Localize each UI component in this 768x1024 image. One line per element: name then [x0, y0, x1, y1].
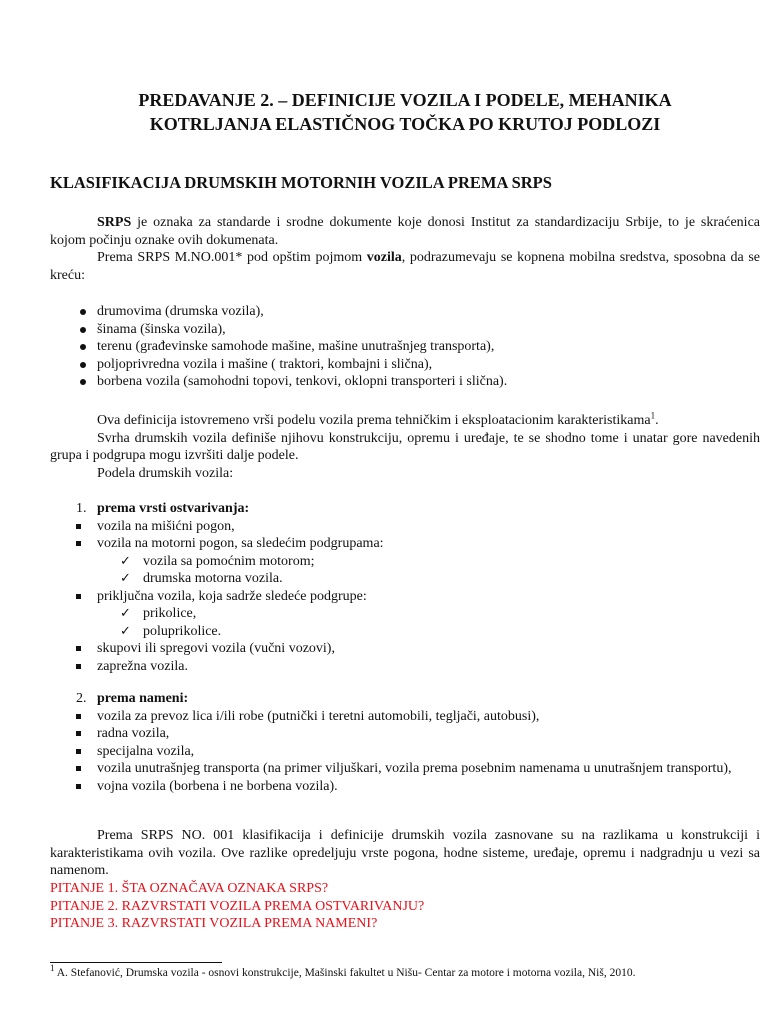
movement-list [50, 303, 760, 391]
list-item: borbena vozila (samohodni topovi, tenkovi, oklopni transporteri i slična). [97, 374, 508, 389]
footnote-number: 1 [50, 963, 55, 974]
list-item: vozila na mišićni pogon, [50, 518, 760, 536]
question-1: PITANJE 1. ŠTA OZNAČAVA OZNAKA SRPS? [50, 881, 329, 896]
question-2: PITANJE 2. RAZVRSTATI VOZILA PREMA OSTVARIVANJU? [50, 898, 425, 914]
title-line-1: PREDAVANJE 2. – DEFINICIJE VOZILA I PODELE, MEHANIKA [138, 90, 672, 110]
footnote-text: A. Stefanović, Drumska vozila - osnovi konstrukcije, Mašinski fakultet u Nišu- Centar za motore i motorna vozila, Niš, 2010. [54, 967, 636, 979]
list-item: vozila unutrašnjeg transporta (na primer viljuškari, vozila prema posebnim namenama u unutrašnjem transportu), [50, 760, 760, 778]
sub-list-item: ✓ poluprikolice. [120, 623, 222, 639]
checkmark-icon: ✓ [120, 606, 131, 621]
list-item: radna vozila, [50, 725, 760, 743]
definition-paragraph-3: Podela drumskih vozila: [97, 465, 234, 481]
section-heading-text: KLASIFIKACIJA DRUMSKIH MOTORNIH VOZILA PREMA SRPS [50, 173, 552, 192]
list-item: šinama (šinska vozila), [97, 321, 226, 337]
checkmark-icon: ✓ [120, 553, 131, 569]
square-bullet-icon [76, 784, 81, 789]
intro-p1-text: je oznaka za standarde i srodne dokumente koje donosi Institut za standardizaciju Srbije, to je skraćenica kojom počinju oznake ovih dokumenata. [50, 215, 760, 248]
square-bullet-icon [76, 664, 81, 669]
group-1-heading: 1. prema vrsti ostvarivanja: [76, 501, 250, 516]
group-2 [50, 690, 760, 795]
definition-section [50, 412, 760, 482]
srps-term: SRPS [97, 215, 132, 230]
document-title [50, 88, 760, 136]
list-item: vozila za prevoz lica i/ili robe (putnički i teretni automobili, tegljači, autobusi), [50, 708, 760, 726]
group-1 [50, 500, 760, 675]
vozila-term: vozila [366, 250, 402, 265]
square-bullet-icon [76, 594, 81, 599]
list-item: zaprežna vozila. [50, 658, 760, 676]
sub-list-item: ✓ drumska motorna vozila. [120, 571, 283, 586]
list-item: poljoprivredna vozila i mašine ( traktori, kombajni i slična), [97, 356, 433, 372]
square-bullet-icon [76, 731, 81, 736]
sub-list-item: ✓ vozila sa pomoćnim motorom; [120, 553, 315, 569]
list-item: vojna vozila (borbena i ne borbena vozila). [50, 778, 760, 796]
intro-paragraph-1 [50, 214, 760, 249]
closing-paragraph: Prema SRPS NO. 001 klasifikacija i definicije drumskih vozila zasnovane su na razlikama u konstrukciji i karakteristikama ovih vozila. Ove razlike opredeljuju vrste pogona, hodne sisteme, uređaje, opremu i nadgradnju u vezi sa namenom. [50, 828, 760, 878]
intro-paragraph-2 [50, 249, 760, 284]
list-item: skupovi ili spregovi vozila (vučni vozovi), [50, 640, 760, 658]
closing-section [50, 827, 760, 880]
definition-paragraph-1: Ova definicija istovremeno vrši podelu vozila prema tehničkim i eksploatacionim karakteristikama$^1$. [97, 410, 659, 428]
questions [50, 880, 760, 933]
question-3: PITANJE 3. RAZVRSTATI VOZILA PREMA NAMENI? [50, 916, 378, 931]
footnote-ref: 1 [650, 410, 656, 421]
intro-p2-post: , podrazumevaju se kopnena mobilna sredstva, sposobna da se kreću: [50, 250, 760, 283]
list-item: drumovima (drumska vozila), [97, 304, 264, 319]
intro-section [50, 214, 760, 284]
footnote [50, 963, 768, 981]
square-bullet-icon [76, 749, 81, 754]
footnote-divider [50, 962, 222, 963]
intro-p2-pre: Prema SRPS M.NO.001* pod opštim pojmom [97, 250, 367, 265]
sub-list-item: ✓ prikolice, [120, 606, 197, 621]
definition-paragraph-2: Svrha drumskih vozila definiše njihovu konstrukciju, opremu i uređaje, te se shodno tome i unatar gore navedenih grupa i podgrupa mogu izvršiti dalje podele. [50, 430, 760, 463]
group-2-heading: 2. prema nameni: [76, 691, 189, 706]
square-bullet-icon [76, 646, 81, 651]
section-heading [50, 173, 760, 193]
checkmark-icon: ✓ [120, 623, 131, 639]
square-bullet-icon [76, 541, 81, 546]
square-bullet-icon [76, 714, 81, 719]
square-bullet-icon [76, 524, 81, 529]
list-item: terenu (građevinske samohode mašine, mašine unutrašnjeg transporta), [97, 339, 495, 354]
list-item: priključna vozila, koja sadrže sledeće podgrupe: [50, 588, 760, 606]
square-bullet-icon [76, 766, 81, 771]
title-line-2: KOTRLJANJA ELASTIČNOG TOČKA PO KRUTOJ PODLOZI [149, 114, 661, 134]
list-item: specijalna vozila, [50, 743, 760, 761]
list-item: vozila na motorni pogon, sa sledećim podgrupama: [50, 535, 760, 553]
checkmark-icon: ✓ [120, 571, 131, 586]
